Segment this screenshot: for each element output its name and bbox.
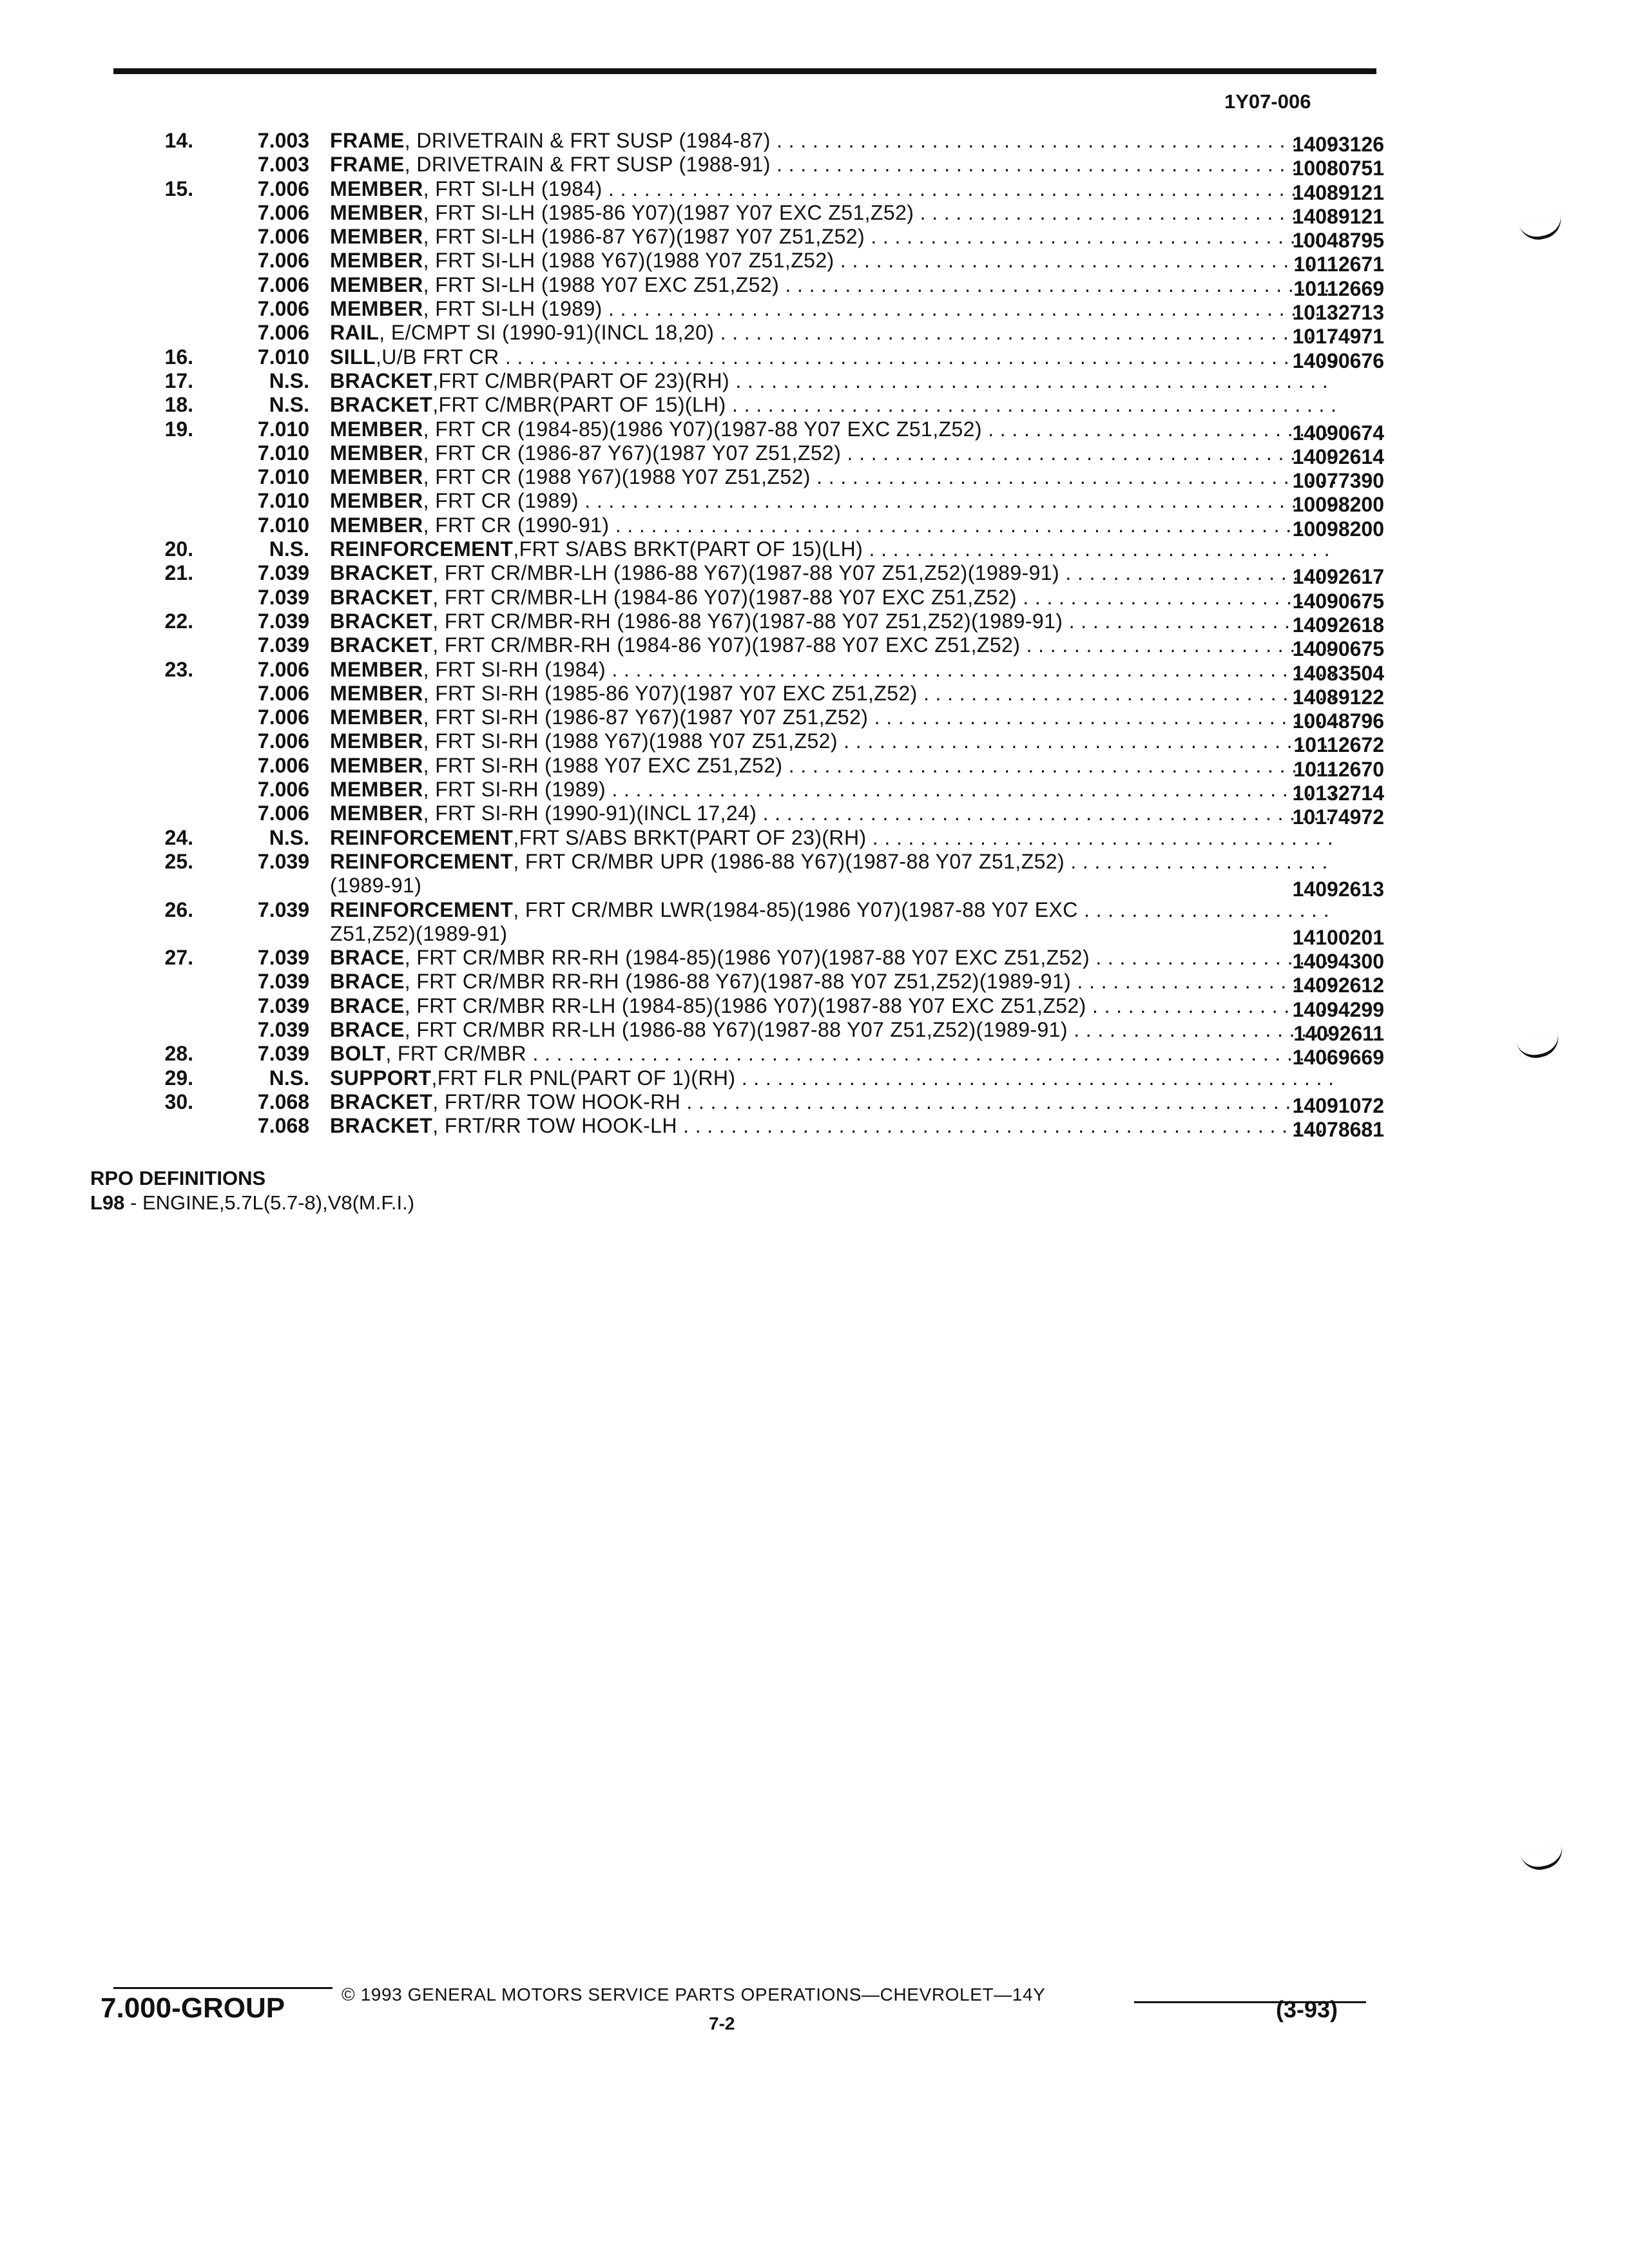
part-row — [129, 850, 1385, 874]
part-row — [129, 1066, 1385, 1090]
part-spec: , FRT CR/MBR RR-RH (1986-88 Y67)(1987-88 Y07 Z51,Z52)(1989-91) . . . — [405, 970, 1335, 993]
group-number: 7.039 — [257, 561, 309, 585]
part-number: 10132713 — [1292, 301, 1384, 325]
part-spec: , FRT SI-RH (1984) . . . — [423, 658, 1335, 681]
group-number: N.S. — [269, 1066, 309, 1090]
part-number: 10077390 — [1292, 469, 1384, 493]
part-name: SILL — [330, 345, 376, 369]
group-number: 7.010 — [257, 465, 309, 489]
group-number: 7.039 — [257, 585, 309, 609]
part-number: 14092612 — [1292, 974, 1384, 997]
document-code: 1Y07-006 — [1224, 90, 1311, 113]
part-spec: ,FRT S/ABS BRKT(PART OF 23)(RH) . . . — [513, 826, 1335, 849]
part-number: 10112672 — [1293, 733, 1384, 757]
part-spec: ,U/B FRT CR . . . — [376, 345, 1335, 369]
part-row — [129, 345, 1385, 372]
part-row — [129, 129, 1385, 156]
part-description — [330, 1090, 1335, 1114]
rpo-definitions — [90, 1166, 414, 1215]
rpo-title: RPO DEFINITIONS — [90, 1167, 266, 1189]
part-spec: , DRIVETRAIN & FRT SUSP (1988-91) . . . — [405, 153, 1335, 176]
ref-number: 24. — [164, 825, 193, 849]
part-row — [129, 1017, 1385, 1045]
part-name: REINFORCEMENT — [330, 849, 514, 873]
part-name: BRACKET — [330, 1114, 433, 1138]
part-spec: , FRT/RR TOW HOOK-RH . . . — [432, 1090, 1335, 1113]
ref-number: 17. — [164, 369, 193, 392]
part-number: 14091072 — [1292, 1093, 1384, 1117]
part-name: BRACKET — [330, 1090, 433, 1113]
part-spec: , FRT SI-RH (1990-91)(INCL 17,24) . . . — [423, 802, 1335, 825]
part-row — [129, 273, 1385, 300]
part-number: 14089122 — [1292, 685, 1384, 709]
part-description — [330, 729, 1335, 753]
part-number: 14083504 — [1292, 661, 1384, 685]
ref-number: 18. — [164, 393, 193, 417]
part-number: 14092617 — [1292, 565, 1384, 589]
group-number: 7.039 — [257, 1017, 309, 1041]
ref-number: 25. — [164, 849, 193, 873]
part-description — [330, 249, 1335, 273]
part-description — [330, 225, 1335, 249]
ref-number: 16. — [164, 345, 193, 369]
part-description — [330, 946, 1335, 970]
rpo-definition-text: - ENGINE,5.7L(5.7-8),V8(M.F.I.) — [124, 1191, 415, 1214]
group-number: 7.006 — [257, 297, 309, 321]
group-number: 7.068 — [257, 1090, 309, 1113]
part-name: BRACE — [330, 946, 405, 970]
part-spec: , FRT CR (1988 Y67)(1988 Y07 Z51,Z52) . . . — [423, 465, 1335, 488]
group-number: 7.010 — [257, 489, 309, 513]
group-number: 7.039 — [257, 633, 309, 657]
group-number: 7.010 — [257, 513, 309, 537]
part-number: 14100201 — [1292, 925, 1384, 949]
parts-list — [129, 129, 1385, 1142]
group-number: 7.006 — [257, 681, 309, 705]
part-name: MEMBER — [330, 249, 423, 273]
ref-number: 20. — [164, 537, 193, 561]
part-name: BRACKET — [330, 369, 433, 392]
part-description — [330, 658, 1335, 682]
part-spec: , FRT CR (1989) . . . — [423, 489, 1335, 512]
rpo-definition — [90, 1191, 414, 1215]
part-name: MEMBER — [330, 177, 423, 200]
part-row — [129, 729, 1385, 757]
ref-number: 28. — [164, 1042, 193, 1066]
part-spec: , FRT SI-LH (1988 Y67)(1988 Y07 Z51,Z52) . . . — [423, 249, 1335, 272]
part-number: 14069669 — [1292, 1046, 1384, 1070]
part-spec: , FRT SI-RH (1988 Y67)(1988 Y07 Z51,Z52) . . . — [423, 729, 1335, 753]
part-description — [330, 778, 1335, 802]
margin-check-mark — [1519, 214, 1565, 244]
part-description — [330, 153, 1335, 177]
part-description — [330, 489, 1335, 513]
part-spec: , FRT CR/MBR LWR(1984-85)(1986 Y07)(1987-88 Y07 EXC . . . — [513, 898, 1335, 921]
group-number: 7.006 — [257, 249, 309, 273]
part-name: SUPPORT — [330, 1066, 432, 1090]
group-number: 7.006 — [257, 753, 309, 777]
group-number: 7.006 — [257, 200, 309, 224]
part-row — [129, 225, 1385, 253]
part-number: 14089121 — [1292, 204, 1384, 228]
part-spec: , FRT SI-RH (1989) . . . — [423, 778, 1335, 801]
part-description — [330, 826, 1335, 850]
part-name: MEMBER — [330, 513, 423, 537]
part-description — [330, 369, 1335, 393]
part-description — [330, 682, 1335, 706]
part-name: MEMBER — [330, 441, 423, 465]
part-spec: , FRT CR/MBR RR-RH (1984-85)(1986 Y07)(1987-88 Y07 EXC Z51,Z52) . . . — [405, 946, 1335, 969]
part-description — [330, 1018, 1335, 1042]
part-spec: , FRT CR/MBR-LH (1984-86 Y07)(1987-88 Y07 EXC Z51,Z52) . . . — [432, 586, 1335, 609]
part-name: BRACKET — [330, 585, 433, 609]
ref-number: 27. — [164, 946, 193, 970]
part-name: MEMBER — [330, 778, 423, 802]
ref-number: 23. — [164, 657, 193, 681]
group-number: 7.006 — [257, 657, 309, 681]
part-name: BOLT — [330, 1042, 386, 1066]
part-description — [330, 321, 1335, 345]
part-number: 14092611 — [1293, 1021, 1384, 1045]
part-number: 10112671 — [1293, 253, 1384, 276]
part-row — [129, 321, 1385, 349]
part-description — [330, 802, 1335, 825]
part-name: MEMBER — [330, 681, 423, 705]
part-row — [129, 753, 1385, 781]
part-name: MEMBER — [330, 273, 423, 296]
part-number: 14090675 — [1292, 589, 1384, 613]
part-row — [129, 585, 1385, 613]
part-number: 10174971 — [1292, 325, 1384, 349]
part-row — [129, 706, 1385, 733]
part-description — [330, 273, 1335, 297]
group-number: 7.039 — [257, 609, 309, 633]
group-number: N.S. — [269, 825, 309, 849]
rpo-code: L98 — [90, 1191, 125, 1214]
part-name: MEMBER — [330, 753, 423, 777]
part-name: BRACE — [330, 970, 405, 994]
part-spec: ,FRT FLR PNL(PART OF 1)(RH) . . . — [432, 1066, 1336, 1090]
part-row — [129, 369, 1385, 393]
part-description — [330, 1042, 1335, 1066]
part-description — [330, 465, 1335, 489]
part-number: 10112669 — [1293, 276, 1384, 300]
part-description — [330, 898, 1335, 922]
part-number: 10098200 — [1292, 493, 1384, 517]
part-description — [330, 537, 1335, 561]
part-number: 14092614 — [1292, 445, 1384, 468]
part-number: 10112670 — [1293, 757, 1384, 781]
part-name: MEMBER — [330, 657, 423, 681]
part-name: MEMBER — [330, 706, 423, 729]
part-description — [330, 418, 1335, 441]
part-name: MEMBER — [330, 729, 423, 753]
part-spec: , FRT SI-RH (1985-86 Y07)(1987 Y07 EXC Z51,Z52) . . . — [423, 682, 1335, 705]
part-row — [129, 513, 1385, 541]
part-row — [129, 633, 1385, 661]
part-number: 14090675 — [1292, 637, 1384, 661]
description-text: Z51,Z52)(1989-91) — [330, 921, 508, 945]
part-spec: , FRT SI-RH (1986-87 Y67)(1987 Y07 Z51,Z52) . . . — [423, 706, 1335, 729]
group-number: 7.039 — [257, 1042, 309, 1066]
part-spec: , FRT/RR TOW HOOK-LH . . . — [432, 1114, 1335, 1137]
part-description — [330, 970, 1335, 994]
part-row — [129, 609, 1385, 637]
top-rule — [113, 68, 1376, 74]
footer-group: 7.000-GROUP — [101, 1992, 285, 2024]
group-number: 7.039 — [257, 994, 309, 1017]
part-row — [129, 826, 1385, 850]
part-number: 14094300 — [1292, 950, 1384, 974]
group-number: N.S. — [269, 537, 309, 561]
part-number: 10048795 — [1292, 229, 1384, 253]
part-description — [330, 514, 1335, 537]
group-number: 7.006 — [257, 729, 309, 753]
part-description — [330, 297, 1335, 321]
part-spec: , FRT CR/MBR . . . — [385, 1042, 1335, 1065]
part-row — [129, 489, 1385, 517]
footer-page-number: 7-2 — [709, 2013, 735, 2033]
group-number: 7.006 — [257, 225, 309, 249]
part-spec: , FRT SI-LH (1989) . . . — [423, 297, 1335, 320]
part-description — [330, 586, 1335, 610]
group-number: N.S. — [269, 369, 309, 392]
part-description — [330, 1066, 1335, 1090]
part-description — [330, 129, 1335, 153]
group-number: N.S. — [269, 393, 309, 417]
part-row — [129, 177, 1385, 204]
part-row — [129, 465, 1385, 493]
part-name: FRAME — [330, 153, 405, 177]
part-row — [129, 1090, 1385, 1117]
part-name: BRACE — [330, 1017, 405, 1041]
description-text: (1989-91) — [330, 874, 422, 898]
group-number: 7.006 — [257, 778, 309, 802]
description-continued — [330, 922, 1335, 946]
margin-check-mark — [1516, 1032, 1563, 1062]
ref-number: 19. — [164, 417, 193, 441]
part-row — [129, 249, 1385, 276]
ref-number: 29. — [164, 1066, 193, 1090]
part-spec: ,FRT C/MBR(PART OF 23)(RH) . . . — [432, 369, 1335, 392]
part-row — [129, 898, 1385, 922]
part-spec: , E/CMPT SI (1990-91)(INCL 18,20) . . . — [379, 321, 1335, 344]
part-name: BRACE — [330, 994, 405, 1017]
footer-date: (3-93) — [1276, 1996, 1338, 2023]
part-description — [330, 850, 1335, 874]
part-description — [330, 994, 1335, 1018]
part-spec: , FRT SI-LH (1984) . . . — [423, 177, 1335, 200]
part-number: 14078681 — [1292, 1118, 1384, 1142]
part-name: REINFORCEMENT — [330, 825, 514, 849]
part-name: RAIL — [330, 321, 380, 345]
ref-number: 26. — [164, 898, 193, 921]
part-row — [129, 1042, 1385, 1070]
group-number: 7.068 — [257, 1114, 309, 1138]
part-spec: , FRT CR (1990-91) . . . — [423, 514, 1335, 537]
part-row — [129, 970, 1385, 997]
group-number: 7.003 — [257, 153, 309, 177]
part-name: MEMBER — [330, 417, 423, 441]
part-number: 10174972 — [1292, 805, 1384, 829]
part-number: 14090674 — [1292, 421, 1384, 445]
part-number: 10132714 — [1292, 782, 1384, 805]
part-name: BRACKET — [330, 609, 433, 633]
part-description — [330, 441, 1335, 465]
part-number: 10098200 — [1292, 517, 1384, 541]
part-spec: ,FRT S/ABS BRKT(PART OF 15)(LH) . . . — [513, 537, 1335, 561]
part-name: BRACKET — [330, 633, 433, 657]
group-number: 7.010 — [257, 345, 309, 369]
part-spec: , FRT CR (1986-87 Y67)(1987 Y07 Z51,Z52) . . . — [423, 441, 1335, 465]
part-spec: , FRT SI-RH (1988 Y07 EXC Z51,Z52) . . . — [423, 754, 1335, 777]
part-number: 14092618 — [1292, 613, 1384, 637]
part-spec: , DRIVETRAIN & FRT SUSP (1984-87) . . . — [405, 129, 1335, 152]
group-number: 7.039 — [257, 849, 309, 873]
part-name: FRAME — [330, 129, 405, 152]
group-number: 7.010 — [257, 441, 309, 465]
ref-number: 21. — [164, 561, 193, 585]
part-row — [129, 393, 1385, 417]
part-name: MEMBER — [330, 200, 423, 224]
part-name: REINFORCEMENT — [330, 537, 514, 561]
part-number: 14093126 — [1292, 133, 1384, 156]
part-row — [129, 441, 1385, 468]
part-spec: , FRT SI-LH (1985-86 Y07)(1987 Y07 EXC Z51,Z52) . . . — [423, 201, 1335, 224]
part-number: 14092613 — [1292, 878, 1384, 901]
group-number: 7.006 — [257, 321, 309, 345]
part-description — [330, 610, 1335, 633]
group-number: 7.039 — [257, 898, 309, 921]
part-spec: , FRT SI-LH (1988 Y07 EXC Z51,Z52) . . . — [423, 273, 1335, 296]
part-row — [129, 297, 1385, 325]
part-spec: ,FRT C/MBR(PART OF 15)(LH) . . . — [432, 393, 1335, 416]
part-description — [330, 706, 1335, 729]
part-row — [129, 921, 1385, 949]
part-description — [330, 177, 1335, 201]
part-row — [129, 153, 1385, 180]
part-row — [129, 874, 1385, 901]
description-continued — [330, 874, 1335, 898]
part-description — [330, 345, 1335, 369]
part-name: MEMBER — [330, 465, 423, 489]
part-number: 10080751 — [1292, 157, 1384, 180]
part-description — [330, 393, 1335, 417]
part-spec: , FRT CR/MBR UPR (1986-88 Y67)(1987-88 Y07 Z51,Z52) . . . — [513, 850, 1335, 873]
part-spec: , FRT CR/MBR-RH (1986-88 Y67)(1987-88 Y07 Z51,Z52)(1989-91) . . . — [432, 610, 1335, 633]
part-number: 14090676 — [1292, 349, 1384, 372]
part-name: MEMBER — [330, 225, 423, 249]
group-number: 7.006 — [257, 177, 309, 200]
part-name: MEMBER — [330, 297, 423, 321]
part-row — [129, 657, 1385, 685]
part-description — [330, 201, 1335, 225]
group-number: 7.006 — [257, 273, 309, 296]
part-number: 10048796 — [1292, 709, 1384, 733]
part-row — [129, 561, 1385, 589]
group-number: 7.039 — [257, 946, 309, 970]
part-row — [129, 946, 1385, 974]
part-name: MEMBER — [330, 802, 423, 825]
part-row — [129, 537, 1385, 561]
part-name: REINFORCEMENT — [330, 898, 514, 921]
group-number: 7.003 — [257, 129, 309, 152]
footer-rule-left — [113, 1987, 333, 1989]
group-number: 7.010 — [257, 417, 309, 441]
part-spec: , FRT CR/MBR-LH (1986-88 Y67)(1987-88 Y07 Z51,Z52)(1989-91) . . . — [432, 561, 1335, 584]
part-description — [330, 1114, 1335, 1138]
part-row — [129, 417, 1385, 445]
part-name: BRACKET — [330, 393, 433, 417]
part-description — [330, 561, 1335, 585]
part-number: 14094299 — [1292, 997, 1384, 1021]
part-number: 14089121 — [1292, 180, 1384, 204]
part-spec: , FRT CR/MBR-RH (1984-86 Y07)(1987-88 Y07 EXC Z51,Z52) . . . — [432, 633, 1335, 657]
footer-copyright: © 1993 GENERAL MOTORS SERVICE PARTS OPERATIONS—CHEVROLET—14Y — [342, 1984, 1046, 2004]
part-spec: , FRT CR/MBR RR-LH (1984-85)(1986 Y07)(1987-88 Y07 EXC Z51,Z52) . . . — [405, 994, 1335, 1017]
margin-check-mark — [1520, 1844, 1566, 1874]
ref-number: 30. — [164, 1090, 193, 1113]
group-number: 7.006 — [257, 802, 309, 825]
part-spec: , FRT SI-LH (1986-87 Y67)(1987 Y07 Z51,Z52) . . . — [423, 225, 1335, 248]
ref-number: 22. — [164, 609, 193, 633]
group-number: 7.039 — [257, 970, 309, 994]
group-number: 7.006 — [257, 706, 309, 729]
part-row — [129, 681, 1385, 709]
part-spec: , FRT CR/MBR RR-LH (1986-88 Y67)(1987-88 Y07 Z51,Z52)(1989-91) . . . — [405, 1018, 1335, 1041]
ref-number: 15. — [164, 177, 193, 200]
part-description — [330, 633, 1335, 657]
ref-number: 14. — [164, 129, 193, 152]
part-name: BRACKET — [330, 561, 433, 585]
part-row — [129, 994, 1385, 1021]
part-row — [129, 802, 1385, 829]
part-name: MEMBER — [330, 489, 423, 513]
part-spec: , FRT CR (1984-85)(1986 Y07)(1987-88 Y07 EXC Z51,Z52) . . . — [423, 418, 1335, 441]
part-row — [129, 778, 1385, 805]
part-row — [129, 200, 1385, 228]
part-description — [330, 754, 1335, 778]
part-row — [129, 1114, 1385, 1142]
